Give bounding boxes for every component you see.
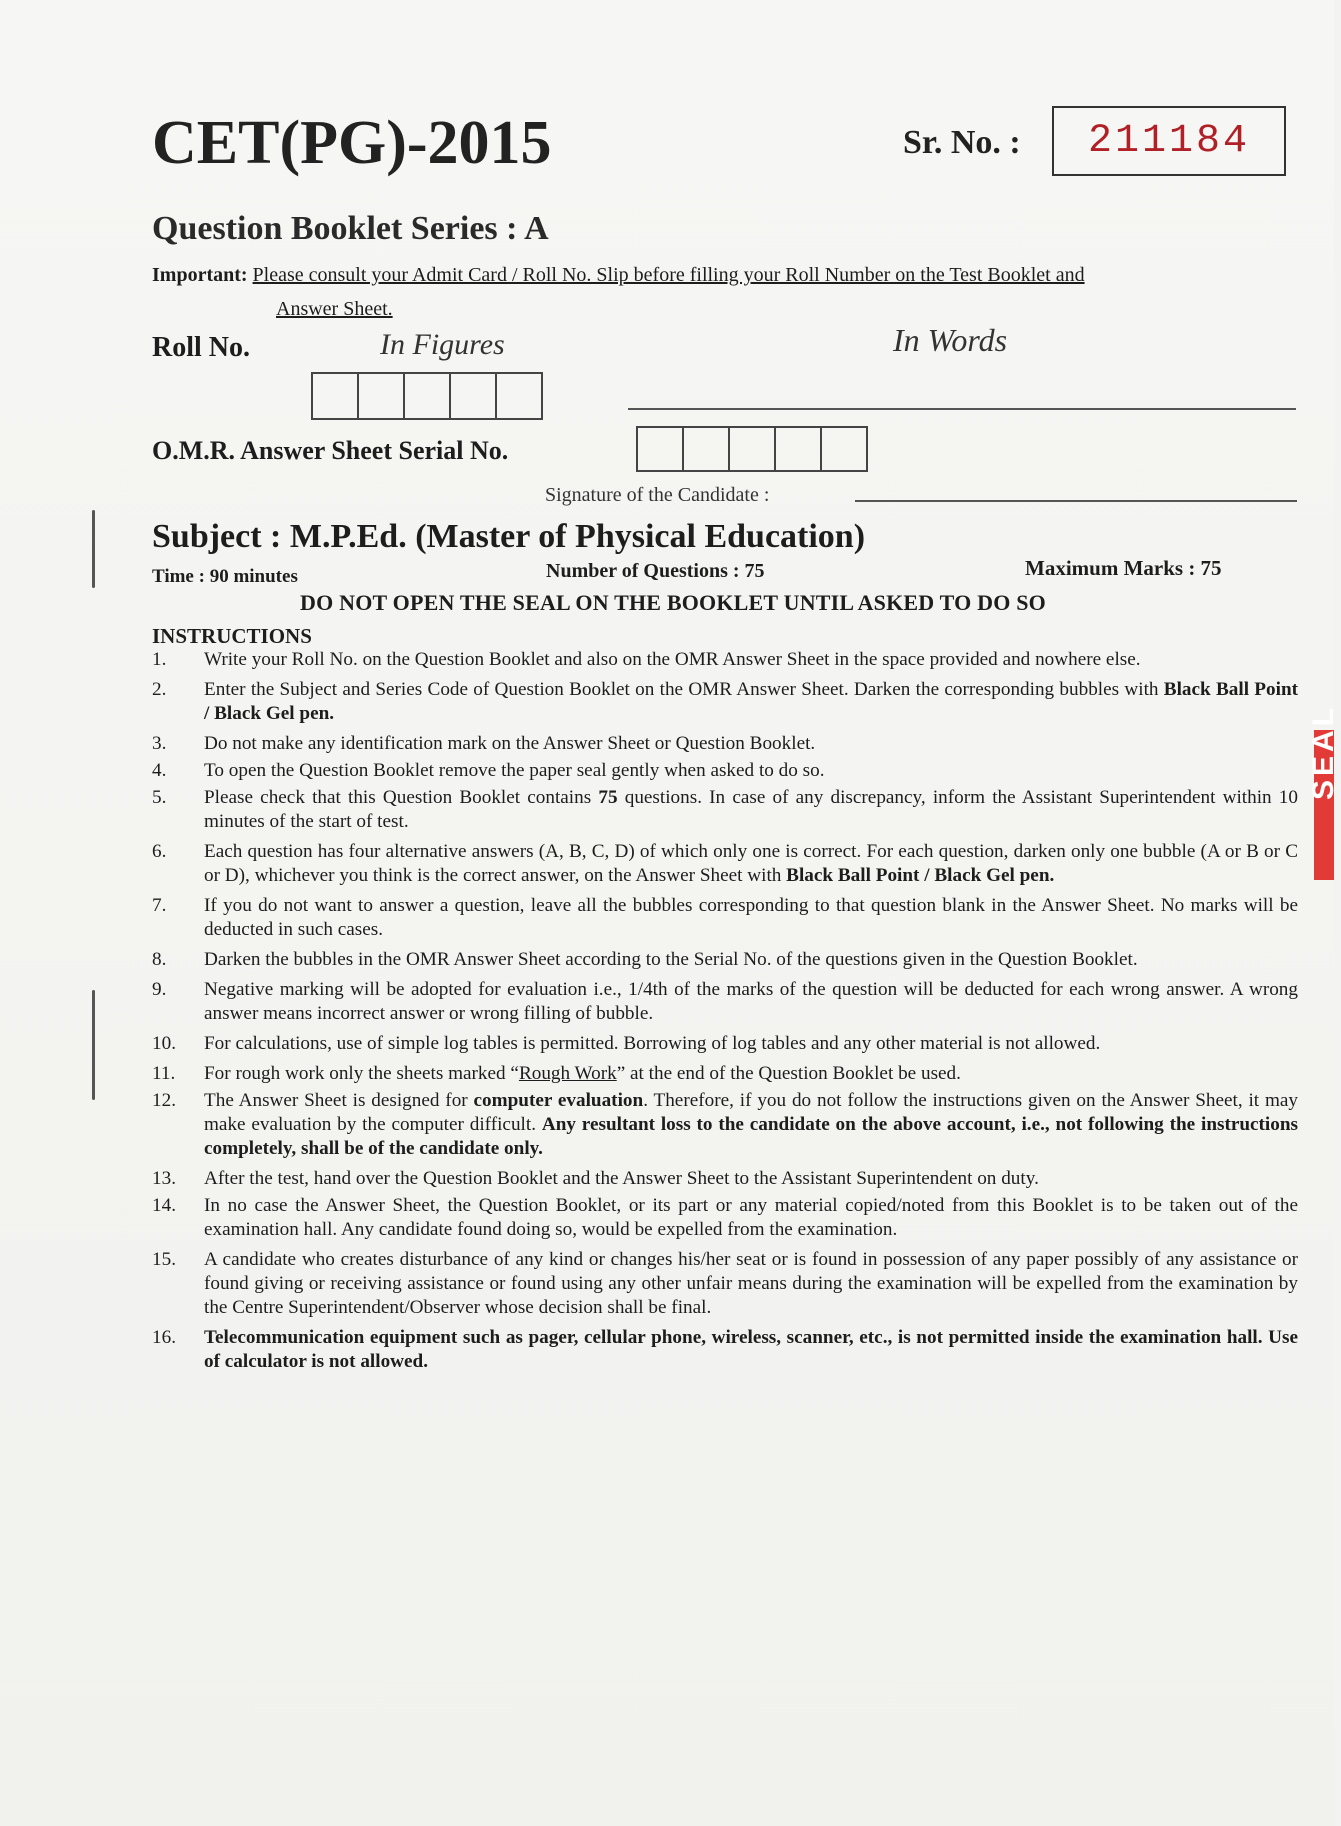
instruction-item: [152, 759, 1298, 783]
instruction-item: [152, 948, 1298, 972]
instruction-number: 3.: [152, 733, 167, 754]
instruction-text: Darken the bubbles in the OMR Answer Sheet according to the Serial No. of the questions given in the Question Booklet.: [204, 949, 1138, 970]
instruction-text: After the test, hand over the Question Booklet and the Answer Sheet to the Assistant Superintendent on duty.: [204, 1168, 1039, 1189]
instruction-number: 16.: [152, 1327, 176, 1348]
instruction-text: [204, 786, 1298, 834]
seal-sticker-label: SEAL: [1307, 703, 1340, 800]
seal-warning: DO NOT OPEN THE SEAL ON THE BOOKLET UNTIL ASKED TO DO SO: [300, 590, 1046, 615]
instruction-item: [152, 648, 1298, 672]
omr-serial-boxes[interactable]: [638, 426, 868, 472]
instruction-item: [152, 1194, 1298, 1242]
instruction-text: [204, 678, 1298, 726]
instruction-text: If you do not want to answer a question, leave all the bubbles corresponding to that question blank in the Answer Sheet. No marks will be deducted in such cases.: [204, 895, 1298, 940]
roll-digit-box[interactable]: [403, 372, 451, 420]
instruction-number: 4.: [152, 760, 167, 781]
instruction-text: For calculations, use of simple log tables is permitted. Borrowing of log tables and any other material is not allowed.: [204, 1033, 1101, 1054]
important-notice: [152, 258, 1302, 326]
rough-work-label: Rough Work: [518, 1063, 617, 1084]
instruction-text: In no case the Answer Sheet, the Question Booklet, or its part or any material copied/noted from this Booklet is to be taken out of the examination hall. Any candidate found doing so, would be expelled from the examination.: [204, 1195, 1298, 1240]
instructions-list: [152, 648, 1298, 1380]
important-label: Important:: [152, 264, 248, 286]
instruction-item: [152, 678, 1298, 726]
roll-digit-box[interactable]: [357, 372, 405, 420]
instruction-text: [204, 1089, 1298, 1161]
instruction-item: [152, 1089, 1298, 1161]
instruction-number: 8.: [152, 949, 167, 970]
serial-number-value: 211184: [1087, 118, 1251, 164]
instruction-emphasis: computer evaluation: [473, 1090, 644, 1111]
roll-number-label: Roll No.: [152, 332, 250, 363]
instruction-text-part: . Therefore, if you do not follow the instructions given on the Answer Sheet, it may make evaluation by the computer difficult.: [204, 1090, 1299, 1135]
in-figures-label: In Figures: [380, 328, 505, 361]
instructions-heading: INSTRUCTIONS: [152, 624, 312, 648]
instruction-text: [204, 840, 1298, 888]
omr-digit-box[interactable]: [728, 426, 776, 472]
roll-digit-box[interactable]: [495, 372, 543, 420]
instruction-number: 1.: [152, 649, 167, 670]
roll-number-figure-boxes[interactable]: [313, 372, 543, 420]
instruction-text-part: The Answer Sheet is designed for: [204, 1090, 474, 1111]
serial-number-label: Sr. No. :: [903, 124, 1021, 161]
instruction-item: [152, 1167, 1298, 1191]
omr-digit-box[interactable]: [820, 426, 868, 472]
instruction-item: [152, 978, 1298, 1026]
instruction-number: 13.: [152, 1168, 176, 1189]
roll-digit-box[interactable]: [449, 372, 497, 420]
instruction-item: [152, 1032, 1298, 1056]
instruction-number: 11.: [152, 1063, 176, 1084]
instruction-number: 15.: [152, 1249, 176, 1270]
number-of-questions: Number of Questions : 75: [546, 560, 765, 582]
booklet-series: Question Booklet Series : A: [152, 210, 549, 247]
instruction-number: 6.: [152, 841, 167, 862]
instruction-item: [152, 840, 1298, 888]
instruction-number: 14.: [152, 1195, 176, 1216]
instruction-item: [152, 786, 1298, 834]
instruction-text-part: For rough work only the sheets marked “: [204, 1063, 519, 1084]
instruction-item: [152, 1062, 1298, 1086]
instruction-emphasis: Black Ball Point / Black Gel pen.: [204, 679, 1299, 724]
important-text-line2: Answer Sheet.: [276, 298, 393, 320]
signature-label: Signature of the Candidate :: [545, 484, 770, 506]
serial-number-box: [1052, 106, 1286, 176]
maximum-marks: Maximum Marks : 75: [1025, 556, 1222, 580]
omr-serial-label: O.M.R. Answer Sheet Serial No.: [152, 436, 509, 465]
important-text-line1: Please consult your Admit Card / Roll No. Slip before filling your Roll Number on the Test Booklet and: [252, 264, 1085, 286]
instruction-text: Negative marking will be adopted for evaluation i.e., 1/4th of the marks of the question will be deducted for each wrong answer. A wrong answer means incorrect answer or wrong filling of bubble.: [204, 979, 1298, 1024]
instruction-number: 5.: [152, 787, 167, 808]
instruction-number: 7.: [152, 895, 167, 916]
instruction-item: [152, 732, 1298, 756]
instruction-text-part: Enter the Subject and Series Code of Question Booklet on the OMR Answer Sheet. Darken the corresponding bubbles with: [204, 679, 1164, 700]
instruction-text: To open the Question Booklet remove the paper seal gently when asked to do so.: [204, 760, 825, 781]
omr-digit-box[interactable]: [682, 426, 730, 472]
instruction-text: A candidate who creates disturbance of any kind or changes his/her seat or is found in possession of any paper possibly of any assistance or found giving or receiving assistance or found using any other unfair means during the examination will be expelled from the examination by the Centre Superintendent/Observer whose decision shall be final.: [204, 1249, 1298, 1318]
instruction-text-part: ” at the end of the Question Booklet be used.: [616, 1063, 961, 1084]
instruction-text-part: questions. In case of any discrepancy, inform the Assistant Superintendent within 10 minutes of the start of test.: [204, 787, 1298, 832]
instruction-number: 10.: [152, 1033, 176, 1054]
instruction-item: [152, 1248, 1298, 1320]
omr-digit-box[interactable]: [636, 426, 684, 472]
instruction-text-part: Please check that this Question Booklet contains: [204, 787, 599, 808]
instruction-text: [204, 1062, 1298, 1086]
exam-title: CET(PG)-2015: [152, 109, 552, 177]
instruction-text-part: Each question has four alternative answers (A, B, C, D) of which only one is correct. For each question, darken only one bubble (A or B or C or D), whichever you think is the correct answer, on the Answer Sheet with: [204, 841, 1298, 886]
instruction-text: Write your Roll No. on the Question Booklet and also on the OMR Answer Sheet in the space provided and nowhere else.: [204, 649, 1141, 670]
instruction-emphasis: 75: [598, 787, 618, 808]
instruction-emphasis: Any resultant loss to the candidate on the above account, i.e., not following the instructions completely, shall be of the candidate only.: [204, 1114, 1298, 1159]
in-words-label: In Words: [893, 322, 1008, 358]
instruction-text: [204, 1326, 1298, 1374]
binding-mark: [92, 990, 95, 1100]
signature-line[interactable]: [855, 500, 1297, 502]
time-allowed: Time : 90 minutes: [152, 566, 298, 587]
instruction-text: Do not make any identification mark on the Answer Sheet or Question Booklet.: [204, 733, 816, 754]
roll-number-words-line[interactable]: [628, 408, 1296, 410]
roll-digit-box[interactable]: [311, 372, 359, 420]
instruction-number: 9.: [152, 979, 167, 1000]
instruction-emphasis: Telecommunication equipment such as pager, cellular phone, wireless, scanner, etc., is not permitted inside the examination hall. Use of calculator is not allowed.: [204, 1327, 1298, 1372]
instruction-emphasis: Black Ball Point / Black Gel pen.: [786, 865, 1055, 886]
binding-mark: [92, 510, 95, 588]
omr-digit-box[interactable]: [774, 426, 822, 472]
instruction-number: 12.: [152, 1090, 176, 1111]
instruction-number: 2.: [152, 679, 167, 700]
instruction-item: [152, 1326, 1298, 1374]
subject-title: Subject : M.P.Ed. (Master of Physical Education): [152, 518, 866, 555]
instruction-item: [152, 894, 1298, 942]
